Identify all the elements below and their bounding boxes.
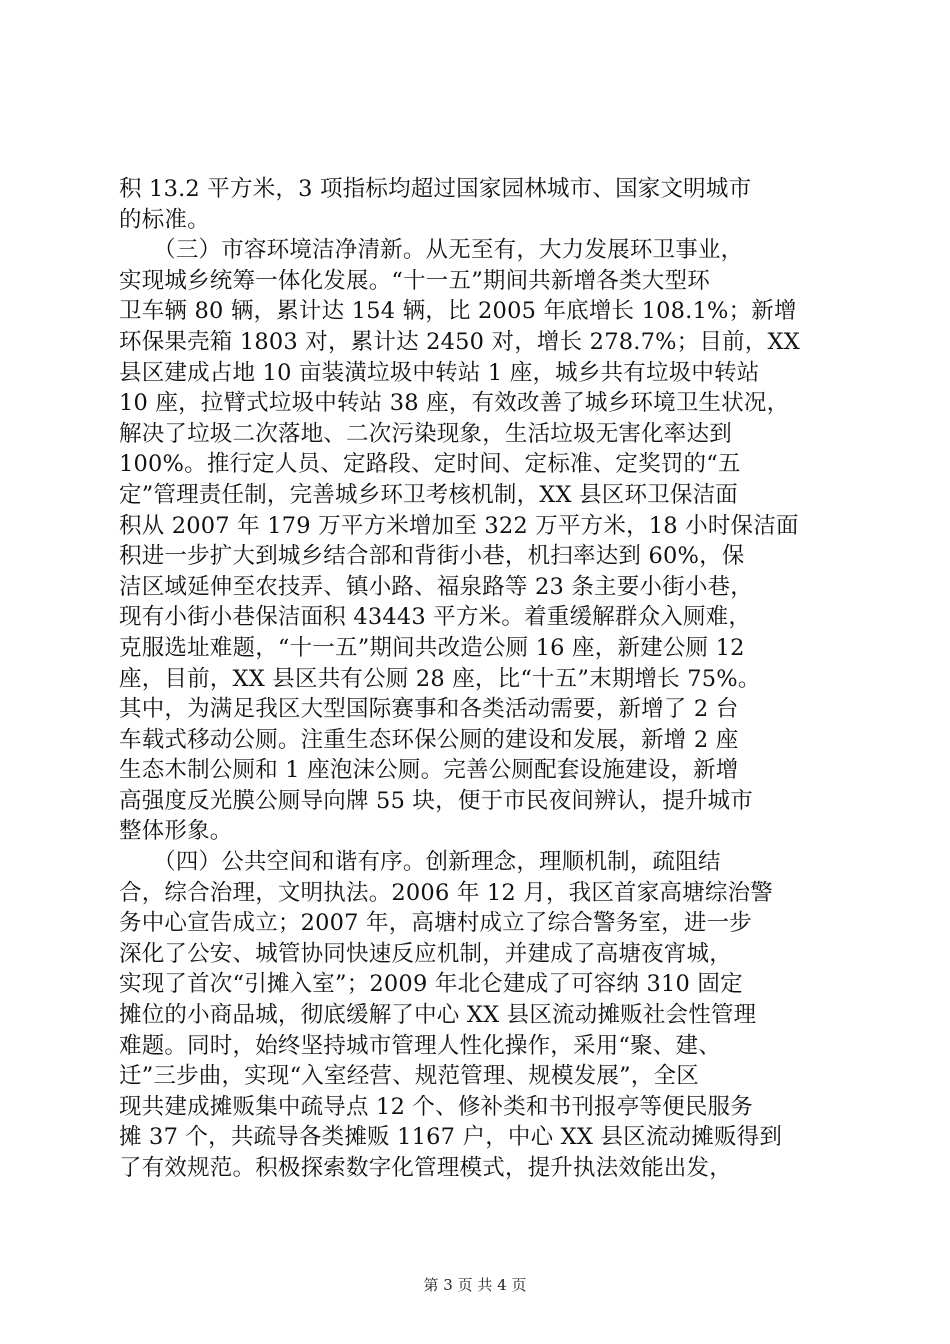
text-line: 克服选址难题，“十一五”期间共改造公厕 16 座，新建公厕 12 bbox=[119, 634, 745, 661]
text-line: 积 13.2 平方米，3 项指标均超过国家园林城市、国家文明城市 bbox=[119, 176, 752, 202]
text-line: 整体形象。 bbox=[119, 818, 233, 845]
text-line: 务中心宣告成立；2007 年，高塘村成立了综合警务室，进一步 bbox=[119, 910, 752, 937]
page-number: 第 3 页 共 4 页 bbox=[423, 1276, 527, 1294]
text-line: 其中，为满足我区大型国际赛事和各类活动需要，新增了 2 台 bbox=[119, 696, 739, 723]
text-line: 100%。推行定人员、定路段、定时间、定标准、定奖罚的“五 bbox=[119, 451, 741, 478]
page-footer bbox=[0, 1275, 950, 1295]
text-line: 积从 2007 年 179 万平方米增加至 322 万平方米，18 小时保洁面 bbox=[119, 512, 799, 539]
text-line: 摊 37 个，共疏导各类摊贩 1167 户，中心 XX 县区流动摊贩得到 bbox=[119, 1124, 783, 1151]
text-line: 深化了公安、城管协同快速反应机制，并建成了高塘夜宵城， bbox=[119, 940, 732, 967]
text-line: 现共建成摊贩集中疏导点 12 个、修补类和书刊报亭等便民服务 bbox=[119, 1093, 753, 1120]
document-body bbox=[119, 174, 839, 1184]
text-line: 高强度反光膜公厕导向牌 55 块，便于市民夜间辨认，提升城市 bbox=[119, 787, 753, 814]
text-line: （三）市容环境洁净清新。从无至有，大力发展环卫事业， bbox=[119, 237, 744, 264]
text-line: 了有效规范。积极探索数字化管理模式，提升执法效能出发， bbox=[119, 1155, 732, 1181]
text-line: 的标准。 bbox=[119, 206, 210, 233]
text-line: 实现城乡统筹一体化发展。“十一五”期间共新增各类大型环 bbox=[119, 267, 710, 294]
text-line: 实现了首次“引摊入室”；2009 年北仑建成了可容纳 310 固定 bbox=[119, 971, 743, 998]
text-line: 环保果壳箱 1803 对，累计达 2450 对，增长 278.7%；目前，XX bbox=[119, 328, 800, 355]
text-line: 摊位的小商品城，彻底缓解了中心 XX 县区流动摊贩社会性管理 bbox=[119, 1002, 757, 1029]
text-line: 合，综合治理，文明执法。2006 年 12 月，我区首家高塘综治警 bbox=[119, 879, 773, 906]
text-line: 洁区域延伸至农技弄、镇小路、福泉路等 23 条主要小街小巷， bbox=[119, 573, 753, 600]
text-line: （四）公共空间和谐有序。创新理念，理顺机制，疏阻结 bbox=[119, 849, 721, 876]
text-line: 难题。同时，始终坚持城市管理人性化操作，采用“聚、建、 bbox=[119, 1032, 721, 1059]
text-line: 卫车辆 80 辆，累计达 154 辆，比 2005 年底增长 108.1%；新增 bbox=[119, 298, 797, 325]
text-line: 座，目前，XX 县区共有公厕 28 座，比“十五”末期增长 75%。 bbox=[119, 665, 761, 692]
text-line: 10 座，拉臂式垃圾中转站 38 座，有效改善了城乡环境卫生状况， bbox=[119, 390, 790, 417]
text-line: 解决了垃圾二次落地、二次污染现象，生活垃圾无害化率达到 bbox=[119, 420, 732, 447]
text-line: 积进一步扩大到城乡结合部和背街小巷，机扫率达到 60%，保 bbox=[119, 543, 745, 570]
text-line: 车载式移动公厕。注重生态环保公厕的建设和发展，新增 2 座 bbox=[119, 726, 739, 753]
text-line: 现有小街小巷保洁面积 43443 平方米。着重缓解群众入厕难， bbox=[119, 604, 752, 631]
text-line: 迁”三步曲，实现“入室经营、规范管理、规模发展”，全区 bbox=[119, 1063, 699, 1090]
text-line: 县区建成占地 10 亩装潢垃圾中转站 1 座，城乡共有垃圾中转站 bbox=[119, 359, 760, 386]
text-line: 生态木制公厕和 1 座泡沫公厕。完善公厕配套设施建设，新增 bbox=[119, 757, 739, 784]
text-line: 定”管理责任制，完善城乡环卫考核机制，XX 县区环卫保洁面 bbox=[119, 481, 738, 508]
